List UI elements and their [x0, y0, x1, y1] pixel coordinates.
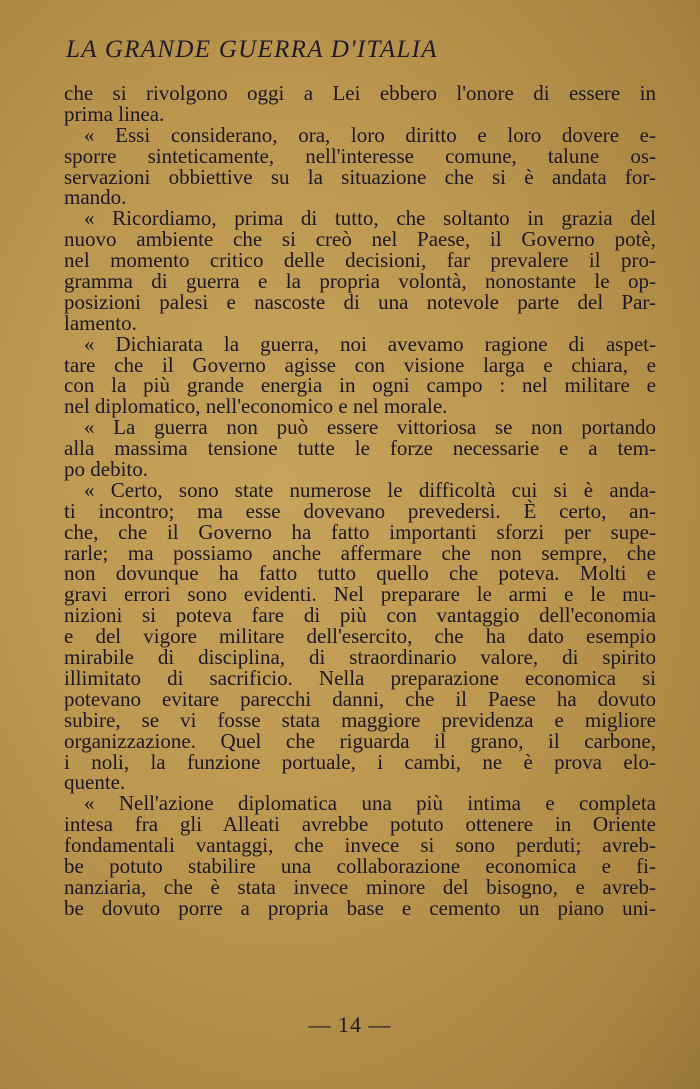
text-line: quente.: [64, 770, 126, 795]
text-line: e del vigore militare dell'esercito, che ha dato esempio: [64, 624, 656, 649]
text-line: potevano evitare parecchi danni, che il Paese ha dovuto: [64, 686, 656, 711]
text-line: prima linea.: [64, 101, 165, 126]
text-line: alla massima tensione tutte le forze necessarie e a tem-: [64, 436, 656, 461]
text-line: « Ricordiamo, prima di tutto, che soltanto in grazia del: [84, 206, 656, 231]
text-line: non dovunque ha fatto tutto quello che poteva. Molti e: [64, 561, 656, 586]
text-line: posizioni palesi e nascoste di una notevole parte del Par-: [64, 289, 656, 314]
text-line: illimitato di sacrificio. Nella preparazione economica si: [64, 665, 656, 690]
text-line: con la più grande energia in ogni campo : nel militare e: [64, 373, 656, 398]
text-line: subire, se vi fosse stata maggiore previdenza e migliore: [64, 707, 656, 732]
page-number: — 14 —: [308, 1012, 392, 1037]
text-line: po debito.: [64, 457, 148, 482]
running-header: LA GRANDE GUERRA D'ITALIA: [66, 36, 438, 63]
text-line: tare che il Governo agisse con visione larga e chiara, e: [64, 352, 656, 377]
text-line: ti incontro; ma esse dovevano prevedersi. È certo, an-: [64, 498, 656, 523]
text-line: organizzazione. Quel che riguarda il grano, il carbone,: [64, 728, 656, 753]
text-line: nizioni si poteva fare di più con vantaggio dell'economia: [64, 603, 656, 628]
text-line: « Dichiarata la guerra, noi avevamo ragione di aspet-: [84, 331, 656, 356]
text-line: « Essi considerano, ora, loro diritto e loro dovere e-: [84, 122, 656, 147]
text-line: fondamentali vantaggi, che invece si sono perduti; avreb-: [64, 833, 656, 858]
text-line: gramma di guerra e la propria volontà, nonostante le op-: [64, 269, 656, 294]
text-line: « La guerra non può essere vittoriosa se non portando: [84, 415, 656, 440]
text-line: che, che il Governo ha fatto importanti sforzi per supe-: [64, 519, 656, 544]
text-line: servazioni obbiettive su la situazione che si è andata for-: [64, 164, 656, 189]
text-line: mirabile di disciplina, di straordinario valore, di spirito: [64, 645, 656, 670]
text-line: mando.: [64, 185, 127, 210]
text-line: i noli, la funzione portuale, i cambi, ne è prova elo-: [64, 749, 656, 774]
text-line: lamento.: [64, 310, 137, 335]
text-line: nel diplomatico, nell'economico e nel morale.: [64, 394, 448, 419]
text-line: nuovo ambiente che si creò nel Paese, il Governo potè,: [64, 227, 656, 252]
text-line: « Certo, sono state numerose le difficoltà cui si è anda-: [84, 477, 656, 502]
text-line: be dovuto porre a propria base e cemento un piano uni-: [64, 895, 656, 920]
text-line: nanziaria, che è stata invece minore del bisogno, e avreb-: [64, 874, 656, 899]
body-text: [64, 83, 656, 919]
text-line: che si rivolgono oggi a Lei ebbero l'onore di essere in: [64, 81, 656, 105]
text-line: « Nell'azione diplomatica una più intima e completa: [84, 791, 656, 816]
text-line: rarle; ma possiamo anche affermare che non sempre, che: [64, 540, 656, 565]
text-line: intesa fra gli Alleati avrebbe potuto ottenere in Oriente: [64, 812, 656, 837]
text-line: nel momento critico delle decisioni, far prevalere il pro-: [64, 248, 656, 273]
text-line: sporre sinteticamente, nell'interesse comune, talune os-: [64, 143, 656, 168]
text-line: be potuto stabilire una collaborazione economica e fi-: [64, 853, 656, 878]
text-line: gravi errori sono evidenti. Nel preparare le armi e le mu-: [64, 582, 656, 607]
